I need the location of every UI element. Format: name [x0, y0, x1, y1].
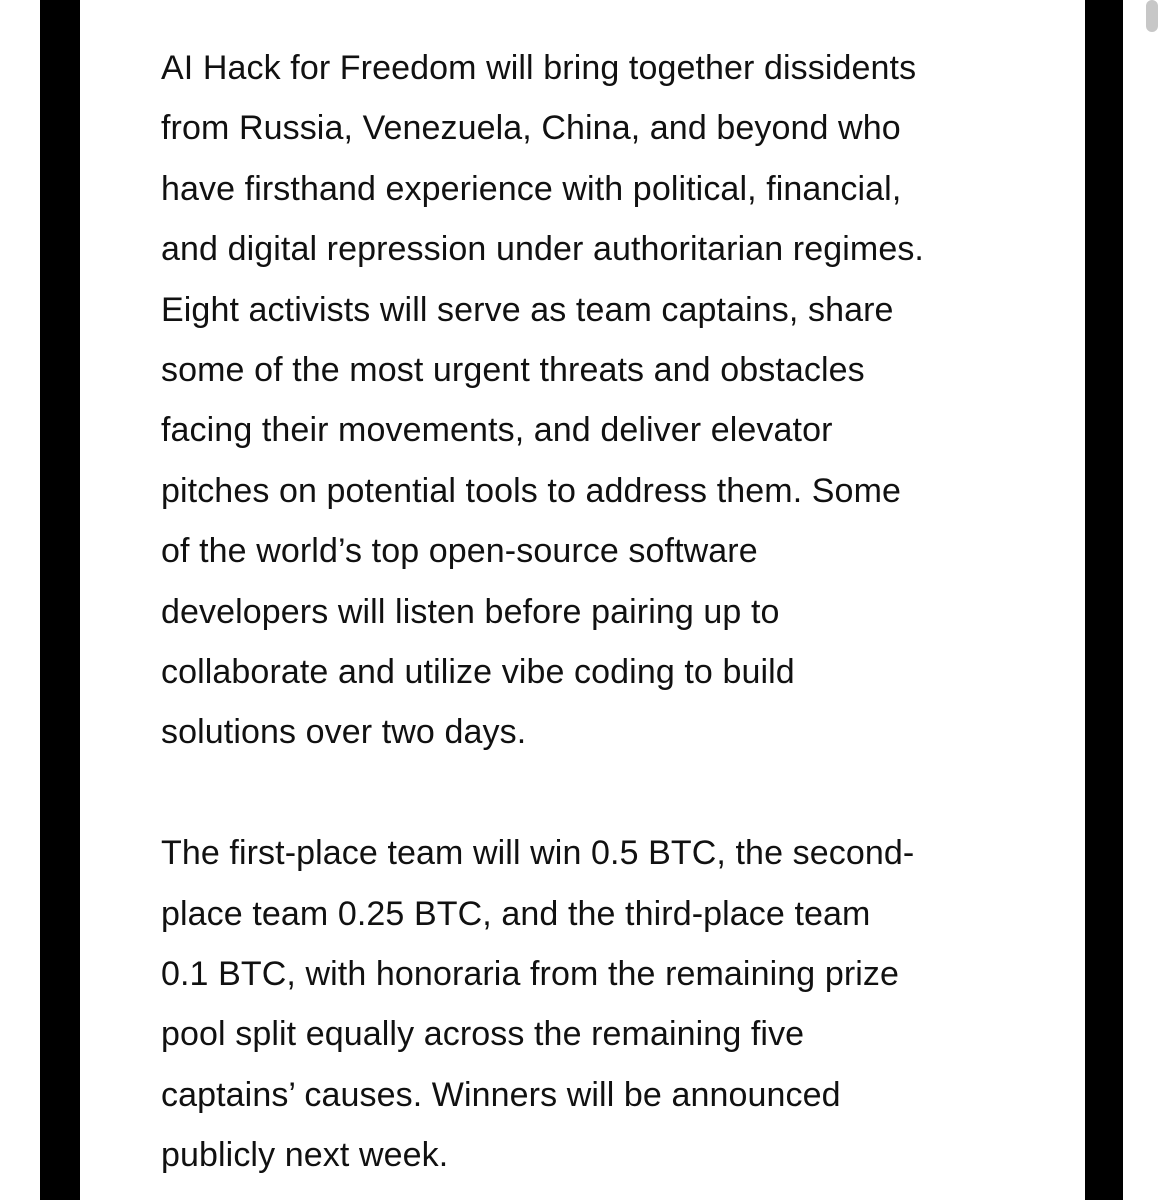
text-line: pitches on potential tools to address them. Some — [161, 471, 901, 510]
left-margin — [0, 0, 40, 1200]
text-line: and digital repression under authoritarian regimes. — [161, 230, 924, 269]
document-page[interactable] — [80, 0, 1085, 1200]
paragraph-1 — [161, 38, 1021, 763]
text-line: from Russia, Venezuela, China, and beyond who — [161, 109, 901, 148]
text-line: captains’ causes. Winners will be announced — [161, 1075, 841, 1114]
text-line: place team 0.25 BTC, and the third-place team — [161, 894, 871, 933]
left-black-border — [40, 0, 80, 1200]
right-margin — [1123, 0, 1166, 1200]
article-body — [161, 38, 1021, 1186]
text-line: collaborate and utilize vibe coding to build — [161, 653, 795, 692]
text-line: publicly next week. — [161, 1136, 449, 1175]
text-line: solutions over two days. — [161, 713, 527, 752]
scrollbar-thumb[interactable] — [1146, 0, 1158, 32]
text-line: AI Hack for Freedom will bring together dissidents — [161, 49, 917, 87]
text-line: 0.1 BTC, with honoraria from the remaining prize — [161, 955, 900, 994]
text-line: The first-place team will win 0.5 BTC, the second- — [161, 834, 915, 873]
text-line: Eight activists will serve as team captains, share — [161, 290, 894, 329]
right-black-border — [1085, 0, 1123, 1200]
text-line: facing their movements, and deliver elevator — [161, 411, 833, 450]
text-line: pool split equally across the remaining five — [161, 1015, 805, 1054]
text-line: some of the most urgent threats and obstacles — [161, 351, 865, 390]
text-line: of the world’s top open-source software — [161, 532, 758, 571]
text-line: have firsthand experience with political, financial, — [161, 169, 902, 208]
paragraph-2 — [161, 823, 1021, 1185]
text-line: developers will listen before pairing up to — [161, 592, 780, 631]
